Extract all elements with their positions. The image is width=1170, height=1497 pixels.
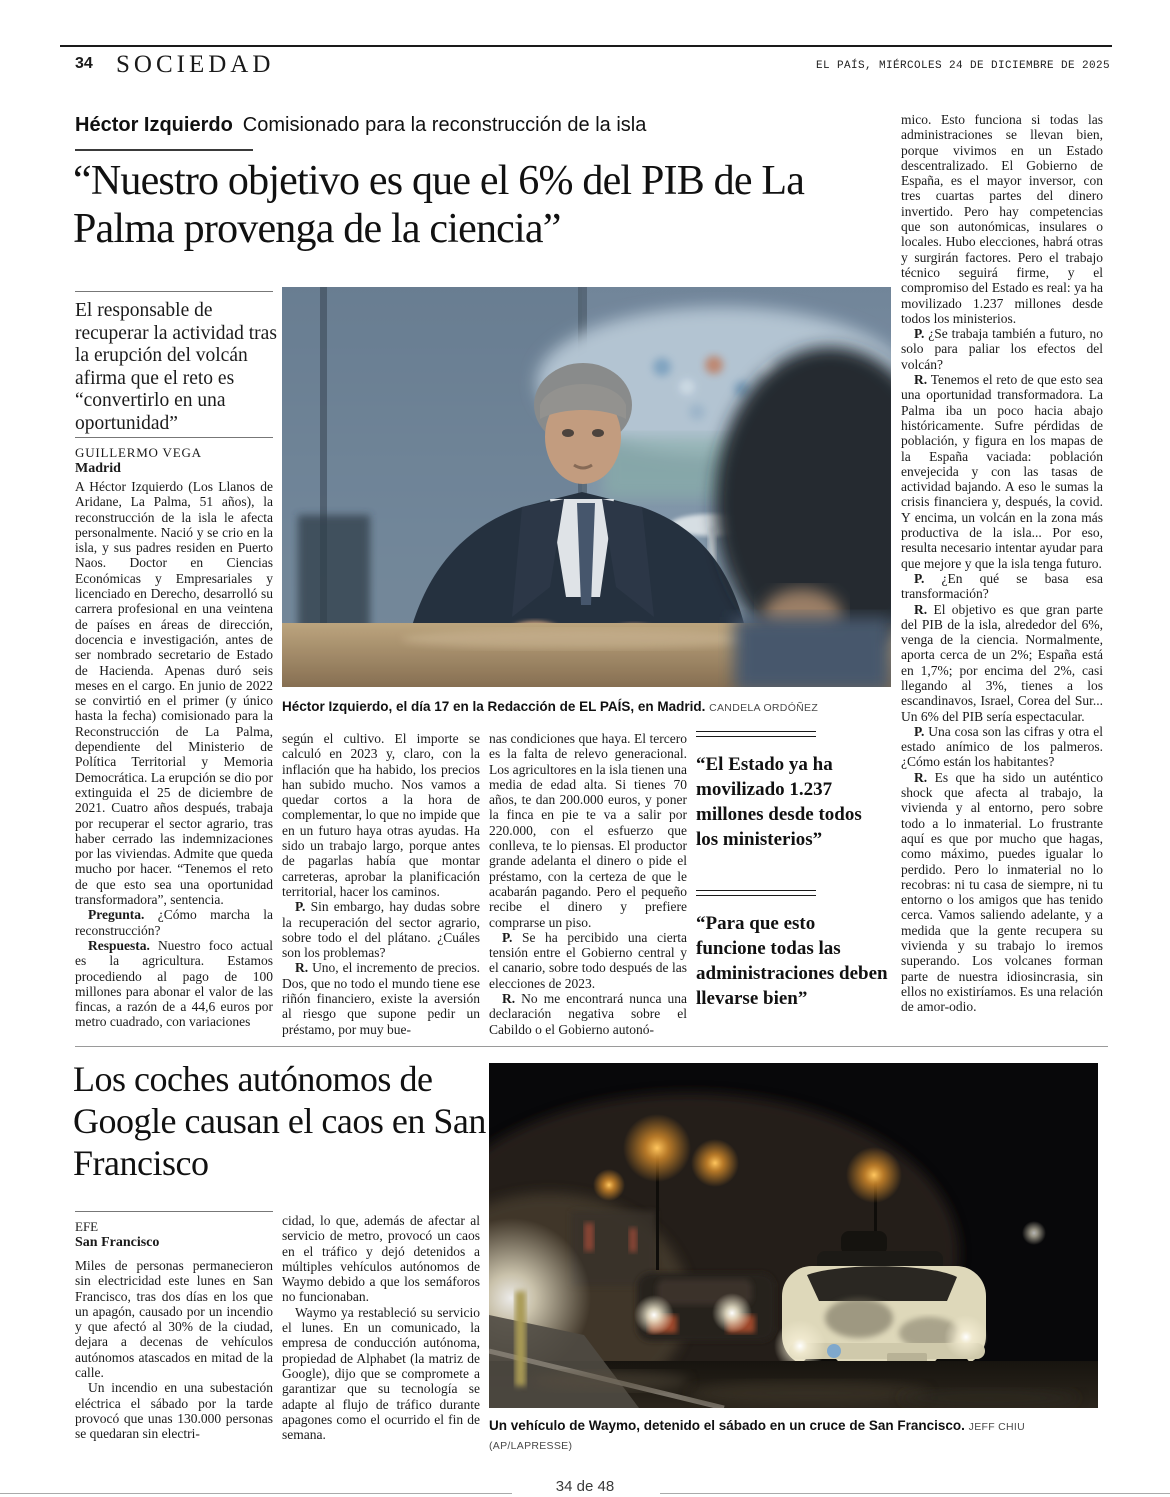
paragraph: P. Se ha percibido una cierta tensión entre el Gobierno central y el canario, sobre todo después de las elecciones de 2023. — [489, 929, 687, 991]
interview-column-5 — [901, 112, 1103, 1042]
interview-photo-illustration — [282, 287, 891, 687]
article-separator-rule — [75, 1046, 1108, 1047]
caption-text: Un vehículo de Waymo, detenido el sábado en un cruce de San Francisco. — [489, 1418, 965, 1433]
pull-quote: “Para que esto funcione todas las administraciones deben llevarse bien” — [696, 913, 888, 1009]
waymo-column-1 — [75, 1258, 273, 1476]
waymo-byline-location: San Francisco — [75, 1235, 160, 1250]
paragraph: R. Es que ha sido un auténtico shock que afecta al trabajo, la vivienda y al entorno, pero sobre todo a lo inmaterial. Lo frustrante aquí es que por mucho que hagas, como máximo, puedes igualar lo perdido. Pero lo inmaterial no lo recobras: ni tu casa de siempre, ni tu entorno o los amigos que has tenido cerca. Vamos saliendo adelante, y a medida que la gente recupera su vivienda y su trabajo lo iremos superando. Los volcanes forman parte de nuestra idiosincrasia, sin ellos no existiríamos. Es una relación de amor-odio. — [901, 769, 1103, 1015]
paragraph: R. El objetivo es que gran parte del PIB de la isla, alrededor del 6%, venga de la ciencia. Normalmente, aporta cerca de un 2%; España está en 1,7%; por encima del 2%, casi llegando al 3%, tienes a los escandinavos, Israel, Corea del Sur... Un 6% del PIB sería espectacular. — [901, 601, 1103, 724]
waymo-column-2 — [282, 1213, 480, 1473]
quote-rule — [696, 731, 816, 737]
paragraph: P. Sin embargo, hay dudas sobre la recuperación del sector agrario, sobre todo el del plátano. ¿Cuáles son los problemas? — [282, 899, 480, 961]
pull-quote: “El Estado ya ha movilizado 1.237 millones desde todos los ministerios” — [696, 754, 862, 850]
kicker-underline — [75, 149, 253, 151]
paragraph: Un incendio en una subestación eléctrica el sábado por la tarde provocó que unas 130.000 personas se quedaran sin electri- — [75, 1380, 273, 1442]
interview-photo-caption — [282, 698, 891, 717]
paragraph: según el cultivo. El importe se calculó en 2023 y, claro, con la inflación que ha habido, los precios han subido mucho. Nos vamos a quedar cortos a la hora de complementar, lo que no impide que en un futuro haya otras ayudas. Ha sido un trabajo largo, porque antes de pagarlas había que montar carreteras, aprobar la planificación territorial, hacer los caminos. — [282, 731, 480, 899]
waymo-byline-author: EFE — [75, 1219, 99, 1234]
standfirst-rule — [75, 291, 273, 292]
kicker — [75, 114, 646, 137]
waymo-photo — [489, 1063, 1098, 1408]
section-title: SOCIEDAD — [116, 51, 275, 78]
pull-quotes — [696, 731, 888, 1049]
caption-credit: CANDELA ORDÓÑEZ — [709, 702, 819, 714]
caption-credit: JEFF CHIU (AP/LAPRESSE) — [489, 1421, 1026, 1452]
paragraph: R. No me encontrará nunca una declaración negativa sobre el Cabildo o el Gobierno autonó- — [489, 991, 687, 1037]
footer-pagination: 34 de 48 — [555, 1478, 615, 1495]
paragraph: mico. Esto funciona si todas las administraciones se llevan bien, porque vivimos en un Estado descentralizado. El Gobierno de España, es el mayor inversor, con tres cuartas partes del dinero invertido. Pero hay competencias que son autonómicas, insulares o locales. Hubo elecciones, habrá otras y surgirán factores. Pero el trabajo técnico seguirá firme, y el compromiso del Estado es real: ya ha movilizado 1.237 millones desde todos los ministerios. — [901, 112, 1103, 326]
waymo-photo-caption — [489, 1417, 1098, 1455]
interview-column-2 — [282, 731, 480, 1044]
header-rule — [60, 45, 1112, 47]
standfirst: El responsable de recuperar la actividad tras la erupción del volcán afirma que el reto es “convertirlo en una oportunidad” — [75, 300, 277, 434]
interview-column-3 — [489, 731, 687, 1044]
kicker-role: Comisionado para la reconstrucción de la isla — [242, 114, 647, 136]
interview-headline: “Nuestro objetivo es que el 6% del PIB de La Palma provenga de la ciencia” — [73, 158, 805, 252]
byline-author: GUILLERMO VEGA — [75, 445, 202, 460]
paragraph: A Héctor Izquierdo (Los Llanos de Aridane, La Palma, 51 años), la reconstrucción de la isla le afecta personalmente. Nació y se crio en la isla, y sus padres residen en Puerto Naos. Doctor en Ciencias Económicas y Empresariales y licenciado en Derecho, desarrolló su carrera profesional en una veintena de países en áreas de dirección, docencia e investigación, antes de ser nombrado secretario de Estado de Hacienda. Apenas duró seis meses en el cargo. En junio de 2022 se convirtió en el primer (y único hasta la fecha) comisionado para la Reconstrucción de La Palma, dependiente del Ministerio de Política Territorial y Memoria Democrática. La erupción se dio por extinguida el 25 de diciembre de 2021. Cuatro años después, trabaja por recuperar el sector agrario, tras haber cerrado las indemnizaciones por las viviendas. Admite que queda mucho por hacer. “Tenemos el reto de que esto sea una oportunidad transformadora”, sentencia. — [75, 479, 273, 908]
paragraph: Respuesta. Nuestro foco actual es la agricultura. Estamos procediendo al pago de 100 millones para abonar el valor de las fincas, a razón de a 44,6 euros por metro cuadrado, con variaciones — [75, 937, 273, 1030]
paragraph: nas condiciones que haya. El tercero es la falta de relevo generacional. Los agricultores en la isla tienen una media de edad alta. Si tienes 70 años, te dan 200.000 euros, y poner la finca en pie te va a salir por 220.000, con el esfuerzo que conlleva, te lo piensas. El productor grande adelanta el dinero o pide el préstamo, con la certeza de que le acabarán pagando. Pero el pequeño recibe el dinero y prefiere comprarse un piso. — [489, 731, 687, 930]
paragraph: P. Una cosa son las cifras y otra el estado anímico de los palmeros. ¿Cómo están los habitantes? — [901, 723, 1103, 770]
paragraph: cidad, lo que, además de afectar al servicio de metro, provocó un caos en el tráfico y dejó detenidos a múltiples vehículos autónomos de Waymo debido a que los semáforos no funcionaban. — [282, 1213, 480, 1305]
paragraph: Pregunta. ¿Cómo marcha la reconstrucción? — [75, 907, 273, 938]
paragraph: P. ¿En qué se basa esa transformación? — [901, 570, 1103, 602]
interview-photo — [282, 287, 891, 687]
paragraph: R. Tenemos el reto de que esto sea una oportunidad transformadora. La Palma iba un poco hacia abajo históricamente. Sufre pérdidas de población, y figura en los mapas de la España vaciada: población envejecida y con las tasas de actividad bajando. A eso le sumas la crisis financiera y, después, la covid. Y encima, un volcán en la zona más productiva de la isla... Por eso, resulta necesario intentar ayudar para que mejore y que la isla tenga futuro. — [901, 372, 1103, 571]
byline-rule — [75, 437, 273, 438]
quote-rule — [696, 890, 816, 896]
caption-text: Héctor Izquierdo, el día 17 en la Redacción de EL PAÍS, en Madrid. — [282, 699, 706, 714]
paragraph: Waymo ya restableció su servicio el lunes. En un comunicado, la empresa de conducción autónoma, propiedad de Alphabet (la matriz de Google), dijo que se compromete a garantizar que su tecnología se adapte al flujo de tráfico durante apagones como el ocurrido el fin de semana. — [282, 1304, 480, 1443]
waymo-byline — [75, 1219, 159, 1251]
waymo-byline-rule — [75, 1211, 273, 1212]
edition-dateline: EL PAÍS, MIÉRCOLES 24 DE DICIEMBRE DE 2025 — [815, 60, 1110, 72]
paragraph: P. ¿Se trabaja también a futuro, no solo para paliar los efectos del volcán? — [901, 326, 1103, 372]
page-number: 34 — [75, 55, 93, 72]
kicker-name: Héctor Izquierdo — [75, 114, 233, 136]
waymo-headline: Los coches autónomos de Google causan el caos en San Francisco — [73, 1059, 486, 1183]
byline — [75, 445, 202, 477]
paragraph: R. Uno, el incremento de precios. Dos, que no todo el mundo tiene ese riñón financiero, existe la aversión al riesgo que supone pedir un préstamo, por muy bue- — [282, 960, 480, 1037]
waymo-photo-illustration — [489, 1063, 1098, 1408]
paragraph: Miles de personas permanecieron sin electricidad este lunes en San Francisco, tras dos días en los que un apagón, causado por un incendio y que afectó al 30% de la ciudad, dejara a decenas de vehículos autónomos atascados en mitad de la calle. — [75, 1258, 273, 1381]
interview-column-1 — [75, 479, 273, 1039]
byline-location: Madrid — [75, 461, 121, 476]
